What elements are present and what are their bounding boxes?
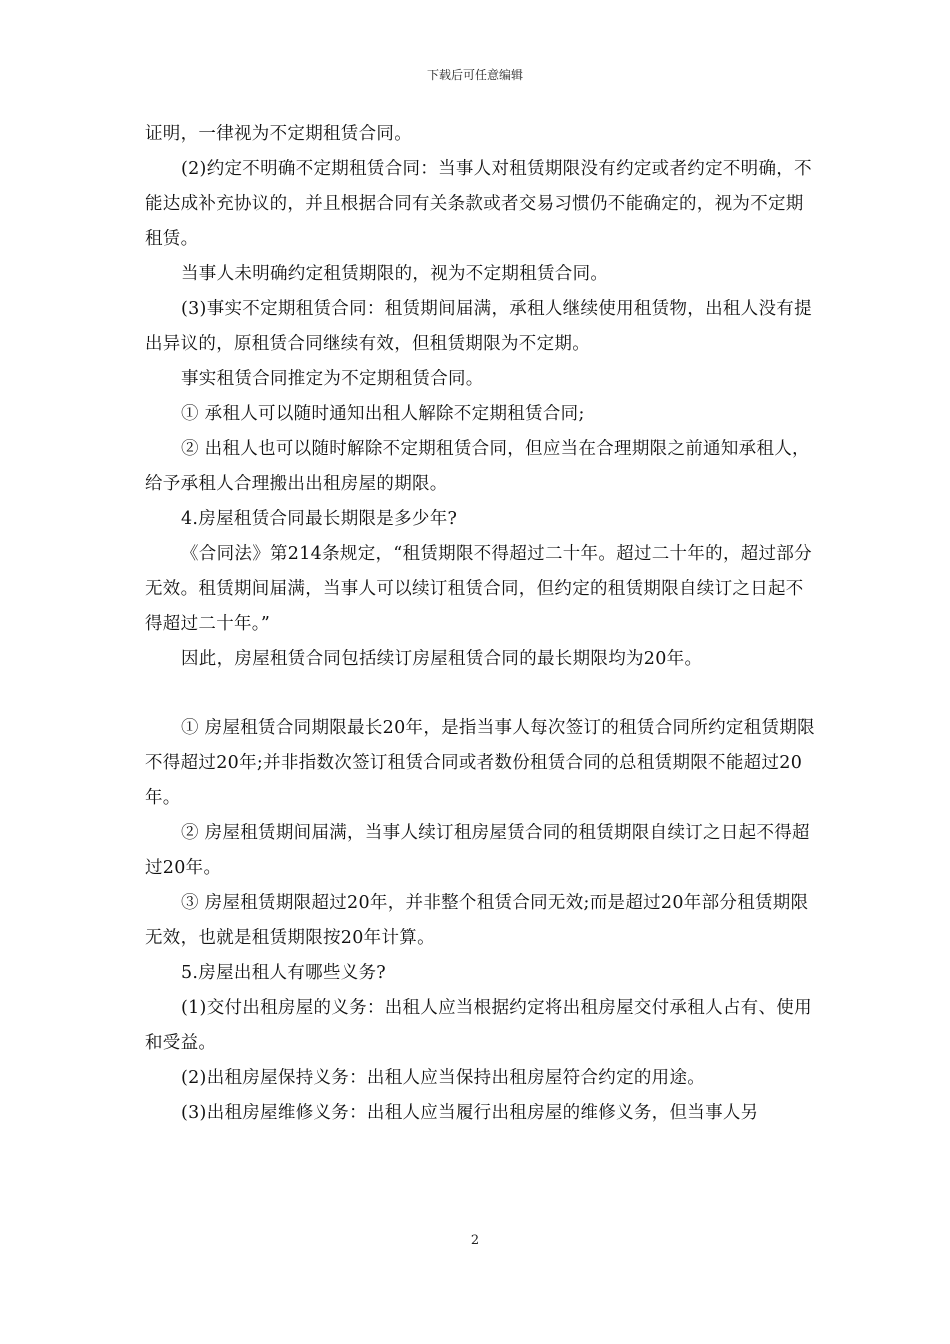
- paragraph-1: 证明，一律视为不定期租赁合同。: [145, 124, 412, 144]
- paragraph-2: (2)约定不明确不定期租赁合同：当事人对租赁期限没有约定或者约定不明确，不能达成补充协议的，并且根据合同有关条款或者交易习惯仍不能确定的，视为不定期租赁。: [145, 159, 812, 249]
- paragraph-18: (3)出租房屋维修义务：出租人应当履行出租房屋的维修义务，但当事人另: [181, 1103, 759, 1123]
- paragraph-6: ① 承租人可以随时通知出租人解除不定期租赁合同;: [181, 404, 585, 424]
- blank-line: [145, 677, 817, 711]
- paragraph-7: ② 出租人也可以随时解除不定期租赁合同，但应当在合理期限之前通知承租人，给予承租人合理搬出出租房屋的期限。: [145, 439, 810, 494]
- paragraph-4: (3)事实不定期租赁合同：租赁期间届满，承租人继续使用租赁物，出租人没有提出异议的，原租赁合同继续有效，但租赁期限为不定期。: [145, 299, 812, 354]
- paragraph-12: ① 房屋租赁合同期限最长20年，是指当事人每次签订的租赁合同所约定租赁期限不得超过20年;并非指数次签订租赁合同或者数份租赁合同的总租赁期限不能超过20年。: [145, 718, 815, 808]
- paragraph-14: ③ 房屋租赁期限超过20年，并非整个租赁合同无效;而是超过20年部分租赁期限无效，也就是租赁期限按20年计算。: [145, 893, 809, 948]
- paragraph-5: 事实租赁合同推定为不定期租赁合同。: [181, 369, 484, 389]
- paragraph-17: (2)出租房屋保持义务：出租人应当保持出租房屋符合约定的用途。: [181, 1068, 706, 1088]
- document-body: [145, 117, 817, 1131]
- paragraph-10: 因此，房屋租赁合同包括续订房屋租赁合同的最长期限均为20年。: [181, 649, 703, 669]
- paragraph-3: 当事人未明确约定租赁期限的，视为不定期租赁合同。: [181, 264, 609, 284]
- section-heading-4: 4.房屋租赁合同最长期限是多少年?: [181, 509, 458, 529]
- paragraph-9: 《合同法》第214条规定，“租赁期限不得超过二十年。超过二十年的，超过部分无效。租赁期间届满，当事人可以续订租赁合同，但约定的租赁期限自续订之日起不得超过二十年。”: [145, 544, 812, 634]
- page-header: 下载后可任意编辑: [426, 68, 523, 82]
- section-heading-5: 5.房屋出租人有哪些义务?: [181, 963, 386, 983]
- paragraph-13: ② 房屋租赁期间届满，当事人续订租房屋赁合同的租赁期限自续订之日起不得超过20年。: [145, 823, 810, 878]
- paragraph-16: (1)交付出租房屋的义务：出租人应当根据约定将出租房屋交付承租人占有、使用和受益。: [145, 998, 812, 1053]
- page-number: 2: [470, 1233, 480, 1248]
